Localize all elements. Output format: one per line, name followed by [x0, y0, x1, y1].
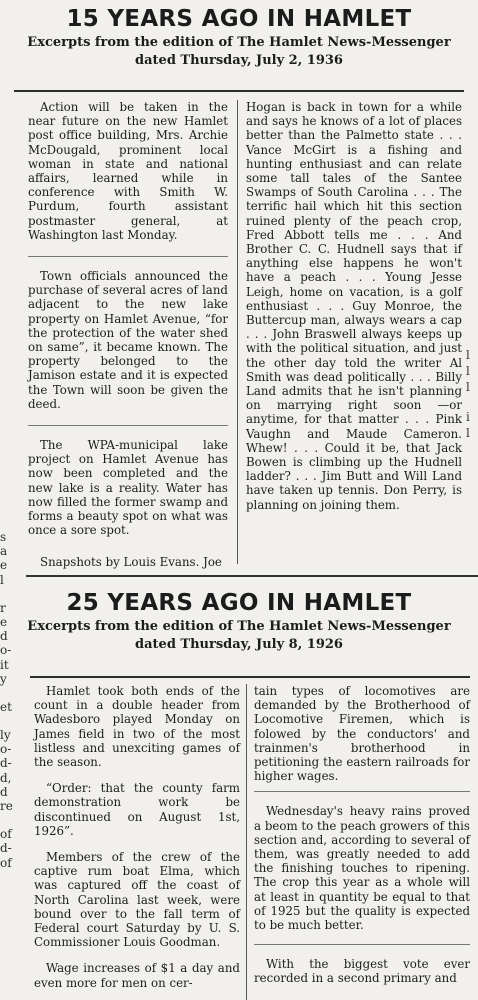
header-rule — [14, 90, 464, 92]
margin-fragment: i — [466, 410, 470, 424]
article-paragraph: Wednesday's heavy rains proved a beom to the peach growers of this section and, according to several of them, was greatly needed to add the finishing touches to ripening. The crop this year as a whole will at least in quantity be equal to that of 1925 but the quality is expected to be much better. — [254, 804, 470, 933]
margin-fragment: d- — [0, 756, 12, 771]
column-divider — [237, 100, 238, 564]
margin-fragment: l — [466, 364, 470, 378]
margin-fragment: of — [0, 827, 12, 842]
section-25-years-ago — [0, 582, 478, 1000]
article-paragraph: Members of the crew of the captive rum boat Elma, which was captured off the coast of North Carolina last week, were bound over to the fall term of Federal court Saturday by U. S. Commissioner Louis Goodman. — [34, 850, 240, 950]
paragraph-rule — [254, 791, 470, 792]
margin-fragment: d — [0, 629, 8, 644]
left-margin-fragments — [0, 530, 20, 1000]
right-column — [254, 684, 470, 986]
article-paragraph: The WPA-municipal lake project on Hamlet Avenue has now been completed and the new lake is a reality. Water has now filled the former swamp and forms a beauty spot on what was once a sore spot. — [28, 438, 228, 538]
margin-fragment: o- — [0, 742, 12, 757]
paragraph-rule — [28, 256, 228, 257]
article-paragraph: Wage increases of $1 a day and even more for men on cer- — [34, 961, 240, 990]
article-paragraph: “Order: that the county farm demonstration work be discontinued on August 1st, 1926”. — [34, 781, 240, 838]
article-paragraph: Town officials announced the purchase of several acres of land adjacent to the new lake property on Hamlet Avenue, “for the protection of the water shed on same”, it became known. The property belonged to the Jamison estate and it is expected the Town will soon be given the deed. — [28, 269, 228, 411]
gossip-column-text: Hogan is back in town for a while and says he knows of a lot of places better than the Palmetto state . . . Vance McGirt is a fishing and hunting enthusiast and can relate some tall tales of the Santee Swamps of South Carolina . . . The terrific hail which hit this section ruined plenty of the peach crop, Fred Abbott tells me . . . And Brother C. C. Hudnell says that if anything else happens he won't have a peach . . . Young Jesse Leigh, home on vacation, is a golf enthusiast . . . Guy Monroe, the Buttercup man, always wears a cap . . . John Braswell always keeps up with the political situation, and just the other day told the writer Al Smith was dead politically . . . Billy Land admits that he isn't planning on marrying right soon —or anytime, for that matter . . . Pink Vaughn and Maude Cameron. Whew! . . . Could it be, that Jack Bowen is climbing up the Hudnell ladder? . . . Jim Butt and Will Land have taken up tennis. Don Perry, is planning on joining them. — [246, 100, 462, 512]
section-subtitle-line1: Excerpts from the edition of The Hamlet News-Messenger — [27, 619, 451, 634]
section-subtitle-line1: Excerpts from the edition of The Hamlet News-Messenger — [27, 35, 451, 50]
margin-fragment: a — [0, 544, 8, 559]
margin-fragment: y — [0, 671, 7, 686]
margin-fragment: d — [0, 784, 8, 799]
right-margin-fragments — [466, 0, 478, 1000]
margin-fragment: et — [0, 699, 12, 714]
article-paragraph: Hamlet took both ends of the count in a double header from Wadesboro played Monday on James field in two of the most listless and unexciting games of the season. — [34, 684, 240, 770]
left-column — [34, 684, 240, 990]
margin-fragment: d, — [0, 770, 12, 785]
margin-fragment: s — [0, 530, 7, 544]
section-subtitle-line2: dated Thursday, July 8, 1926 — [135, 637, 343, 652]
margin-fragment: e — [0, 558, 8, 573]
margin-fragment: l — [466, 348, 470, 362]
column-divider — [246, 684, 247, 1000]
margin-fragment: o- — [0, 643, 12, 658]
margin-fragment: r — [0, 600, 6, 615]
section-header — [0, 590, 478, 652]
header-rule — [30, 676, 470, 678]
right-column — [246, 100, 462, 512]
margin-fragment: of — [0, 855, 12, 870]
article-paragraph: tain types of locomotives are demanded by the Brotherhood of Locomotive Firemen, which is folowed by the conductors' and trainmen's brotherhood in petitioning the eastern railroads for higher wages. — [254, 684, 470, 784]
article-paragraph: Snapshots by Louis Evans. Joe — [40, 555, 222, 570]
section-separator — [26, 575, 478, 577]
paragraph-rule — [254, 944, 470, 945]
article-paragraph: With the biggest vote ever recorded in a second primary and — [254, 957, 470, 986]
article-paragraph: Action will be taken in the near future on the new Hamlet post office building, Mrs. Archie McDougald, prominent local woman in state and national affairs, learned while in conference with Smith W. Purdum, fourth assistant postmaster general, at Washington last Monday. — [28, 100, 228, 242]
left-column — [28, 100, 228, 570]
margin-fragment: l — [466, 380, 470, 394]
section-header — [0, 6, 478, 68]
section-title: 25 YEARS AGO IN HAMLET — [66, 590, 412, 616]
margin-fragment: l — [0, 572, 4, 587]
margin-fragment: d- — [0, 841, 12, 856]
margin-fragment: l — [466, 426, 470, 440]
margin-fragment: ly — [0, 728, 11, 743]
section-title: 15 YEARS AGO IN HAMLET — [66, 6, 412, 32]
paragraph-rule — [28, 425, 228, 426]
margin-fragment: it — [0, 657, 9, 672]
margin-fragment: re — [0, 799, 13, 813]
margin-fragment: e — [0, 614, 8, 629]
section-subtitle-line2: dated Thursday, July 2, 1936 — [135, 53, 343, 68]
